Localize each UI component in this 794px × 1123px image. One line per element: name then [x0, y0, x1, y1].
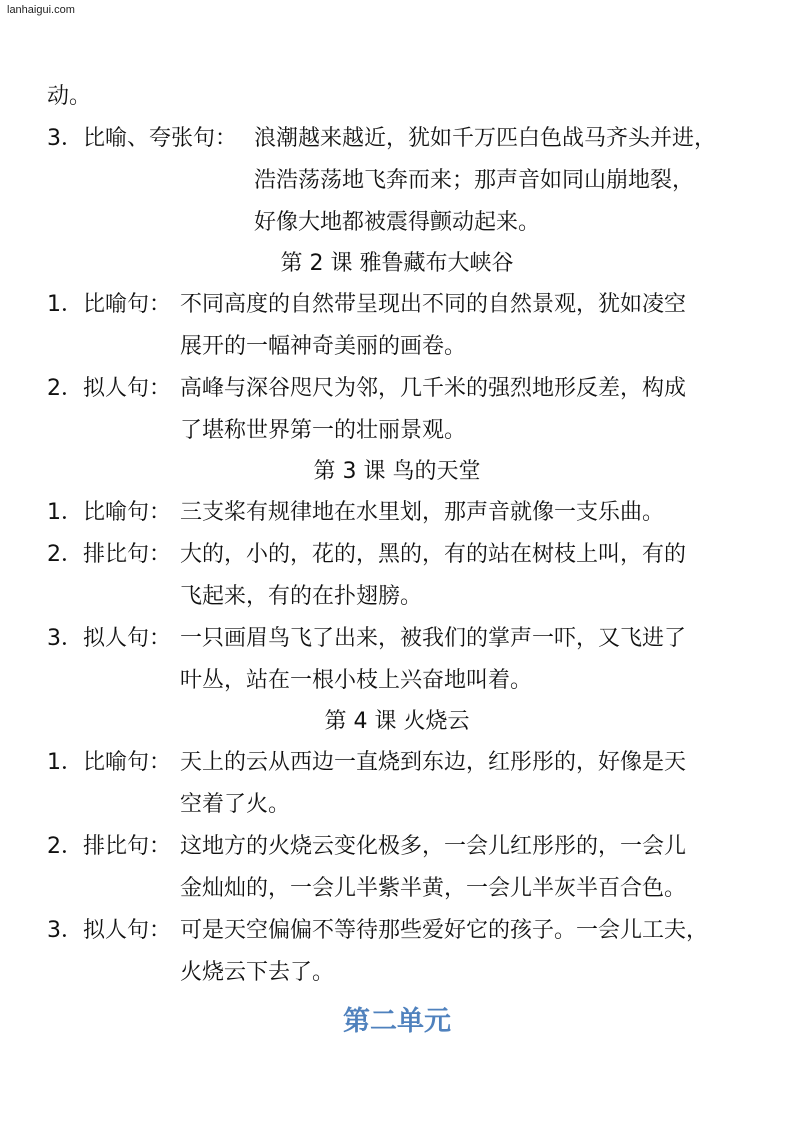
- lesson-heading: 第 2 课 雅鲁藏布大峡谷: [280, 251, 514, 276]
- watermark: lanhaigui.com: [7, 4, 75, 16]
- item-label: 2．拟人句：: [47, 376, 171, 401]
- item-text: 好像大地都被震得颤动起来。: [254, 210, 541, 235]
- item-text: 这地方的火烧云变化极多，一会儿红彤彤的，一会儿: [180, 834, 687, 859]
- item-text: 不同高度的自然带呈现出不同的自然景观，犹如凌空: [180, 292, 687, 317]
- item-label: 1．比喻句：: [47, 500, 171, 525]
- item-label: 2．排比句：: [47, 542, 171, 567]
- item-text: 三支桨有规律地在水里划，那声音就像一支乐曲。: [180, 500, 665, 525]
- item-text: 大的，小的，花的，黑的，有的站在树枝上叫，有的: [180, 542, 687, 567]
- item-text: 金灿灿的，一会儿半紫半黄，一会儿半灰半百合色。: [180, 876, 687, 901]
- item-text: 高峰与深谷咫尺为邻，几千米的强烈地形反差，构成: [180, 376, 687, 401]
- lesson-heading: 第 3 课 鸟的天堂: [313, 459, 481, 484]
- lesson-heading: 第 4 课 火烧云: [324, 709, 470, 734]
- item-label: 3．拟人句：: [47, 918, 171, 943]
- item-text: 天上的云从西边一直烧到东边，红彤彤的，好像是天: [180, 750, 687, 775]
- item-text: 火烧云下去了。: [180, 960, 335, 985]
- item-label: 2．排比句：: [47, 834, 171, 859]
- continuation-text: 动。: [47, 84, 92, 109]
- unit-title: 第二单元: [343, 1006, 451, 1037]
- item-label: 1．比喻句：: [47, 292, 171, 317]
- item-text: 展开的一幅神奇美丽的画卷。: [180, 334, 467, 359]
- item-text: 浪潮越来越近，犹如千万匹白色战马齐头并进，: [254, 126, 717, 151]
- item-label: 3．拟人句：: [47, 626, 171, 651]
- item-text: 可是天空偏偏不等待那些爱好它的孩子。一会儿工夫，: [180, 918, 709, 943]
- item-text: 空着了火。: [180, 792, 291, 817]
- item-label: 3．比喻、夸张句：: [47, 126, 237, 151]
- item-label: 1．比喻句：: [47, 750, 171, 775]
- item-text: 飞起来，有的在扑翅膀。: [180, 584, 423, 609]
- item-text: 了堪称世界第一的壮丽景观。: [180, 418, 467, 443]
- item-text: 一只画眉鸟飞了出来，被我们的掌声一吓，又飞进了: [180, 626, 687, 651]
- item-text: 浩浩荡荡地飞奔而来；那声音如同山崩地裂，: [254, 168, 695, 193]
- item-text: 叶丛，站在一根小枝上兴奋地叫着。: [180, 668, 533, 693]
